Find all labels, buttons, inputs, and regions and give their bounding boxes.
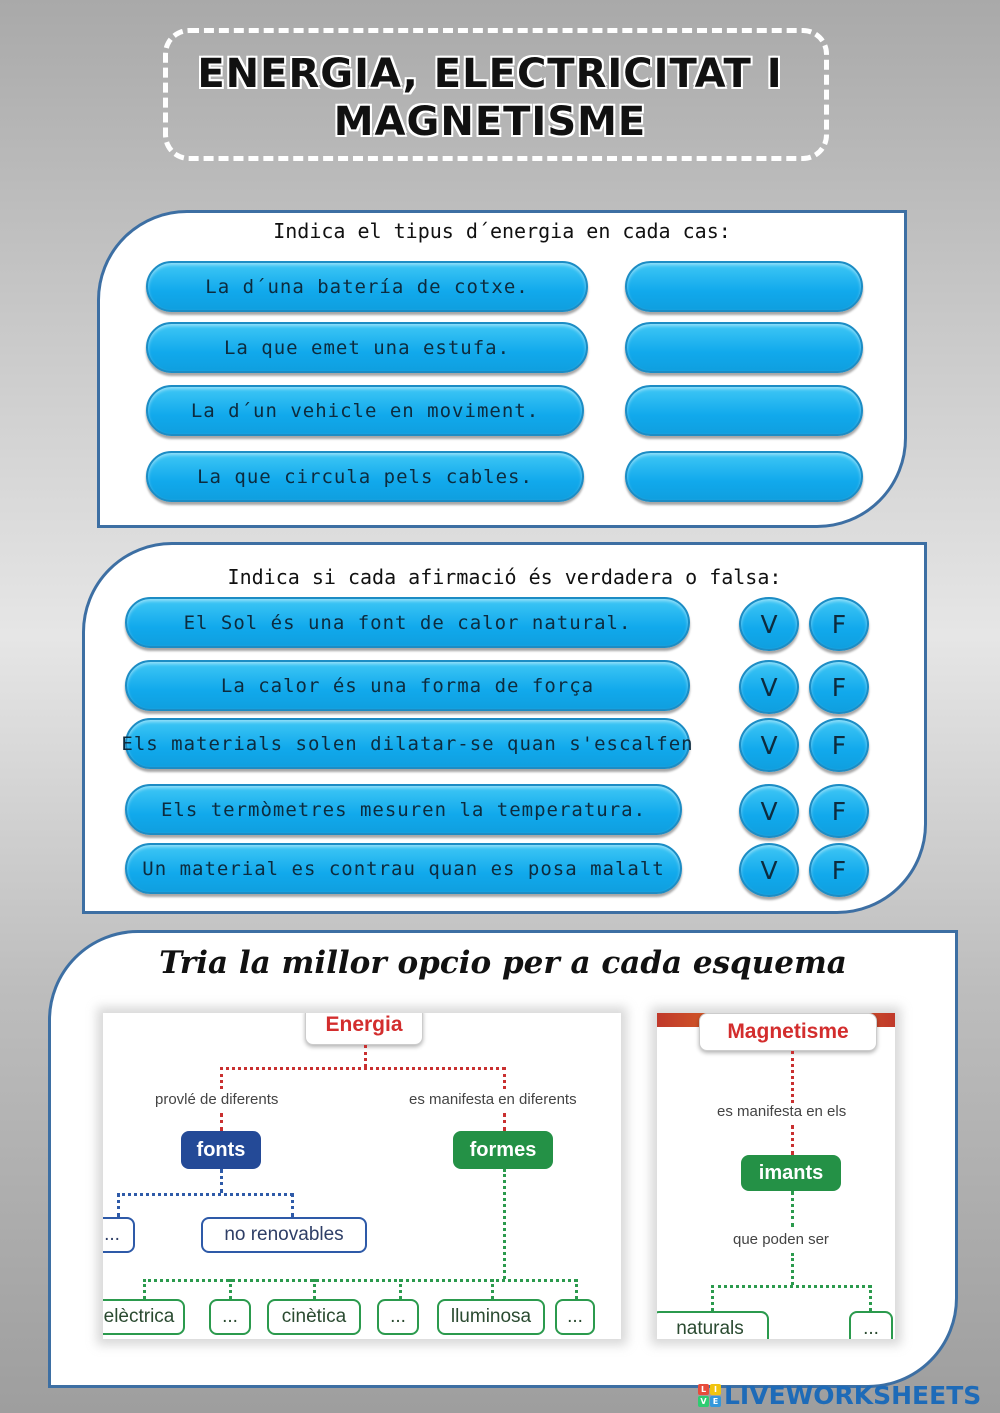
form-blank-2[interactable]: ... (377, 1299, 419, 1335)
energy-diagram (103, 1013, 621, 1339)
formes-node: formes (453, 1131, 553, 1169)
logo-letter: V (698, 1396, 709, 1407)
link-label-forms: es manifesta en diferents (409, 1091, 577, 1108)
connector (491, 1279, 494, 1299)
true-button-4[interactable]: V (739, 784, 799, 838)
connector (791, 1191, 794, 1227)
section1-heading: Indica el tipus d´energia en cada cas: (273, 219, 731, 243)
false-button-5[interactable]: F (809, 843, 869, 897)
false-button-3[interactable]: F (809, 718, 869, 772)
true-button-1[interactable]: V (739, 597, 799, 651)
connector (503, 1113, 506, 1131)
connector (503, 1067, 506, 1089)
connector (291, 1193, 294, 1217)
connector (869, 1285, 872, 1311)
form-lluminosa: lluminosa (437, 1299, 545, 1335)
connector (399, 1279, 402, 1299)
magnetism-diagram (657, 1013, 895, 1339)
form-cinetica: cinètica (267, 1299, 361, 1335)
fonts-node: fonts (181, 1131, 261, 1169)
statement-3: Els materials solen dilatar-se quan s'escalfen (125, 718, 690, 769)
connector (575, 1279, 578, 1299)
energy-answer-2[interactable] (625, 322, 863, 373)
form-blank-1[interactable]: ... (209, 1299, 251, 1335)
statement-4: Els termòmetres mesuren la temperatura. (125, 784, 682, 835)
section2-heading: Indica si cada afirmació és verdadera o falsa: (227, 565, 782, 589)
energy-answer-1[interactable] (625, 261, 863, 312)
connector (711, 1285, 871, 1288)
logo-letter: E (710, 1396, 721, 1407)
connector (791, 1253, 794, 1285)
connector (143, 1279, 577, 1282)
logo-letter: L (698, 1384, 709, 1395)
link-label-manifests: es manifesta en els (717, 1103, 847, 1120)
true-button-2[interactable]: V (739, 660, 799, 714)
connector (117, 1193, 293, 1196)
connector (220, 1067, 505, 1070)
liveworksheets-logo (698, 1380, 981, 1410)
energy-question-2: La que emet una estufa. (146, 322, 588, 373)
source-no-renovables: no renovables (201, 1217, 367, 1253)
magnetisme-node: Magnetisme (699, 1013, 877, 1051)
statement-5: Un material es contrau quan es posa malalt (125, 843, 682, 894)
statement-2: La calor és una forma de força (125, 660, 690, 711)
false-button-4[interactable]: F (809, 784, 869, 838)
form-blank-3[interactable]: ... (555, 1299, 595, 1335)
section3-heading: Tria la millor opcio per a cada esquema (159, 945, 847, 981)
connector (503, 1169, 506, 1279)
form-electrica: elèctrica (103, 1299, 185, 1335)
type-naturals: naturals (657, 1311, 769, 1339)
connector (791, 1125, 794, 1155)
true-button-3[interactable]: V (739, 718, 799, 772)
connector (220, 1169, 223, 1193)
link-label-sources: provlé de diferents (155, 1091, 279, 1108)
energia-node: Energia (305, 1013, 423, 1045)
true-button-5[interactable]: V (739, 843, 799, 897)
connector (117, 1193, 120, 1217)
type-blank[interactable]: ... (849, 1311, 893, 1339)
imants-node: imants (741, 1155, 841, 1191)
connector (791, 1051, 794, 1103)
true-false-panel (82, 542, 927, 914)
connector (364, 1045, 367, 1067)
connector (143, 1279, 146, 1299)
statement-1: El Sol és una font de calor natural. (125, 597, 690, 648)
connector (220, 1067, 223, 1089)
diagram-panel (48, 930, 958, 1388)
link-label-types: que poden ser (733, 1231, 829, 1248)
connector (711, 1285, 714, 1311)
connector (220, 1113, 223, 1131)
connector (229, 1279, 232, 1299)
energy-question-3: La d´un vehicle en moviment. (146, 385, 584, 436)
logo-letter: I (710, 1384, 721, 1395)
energy-answer-3[interactable] (625, 385, 863, 436)
energy-question-1: La d´una batería de cotxe. (146, 261, 588, 312)
energy-type-panel (97, 210, 907, 528)
false-button-1[interactable]: F (809, 597, 869, 651)
connector (313, 1279, 316, 1299)
source-blank[interactable]: ... (103, 1217, 135, 1253)
energy-answer-4[interactable] (625, 451, 863, 502)
logo-icon (698, 1384, 721, 1407)
false-button-2[interactable]: F (809, 660, 869, 714)
page-title: ENERGIA, ELECTRICITAT I MAGNETISME (197, 51, 783, 145)
logo-text: LIVEWORKSHEETS (724, 1380, 982, 1410)
energy-question-4: La que circula pels cables. (146, 451, 584, 502)
